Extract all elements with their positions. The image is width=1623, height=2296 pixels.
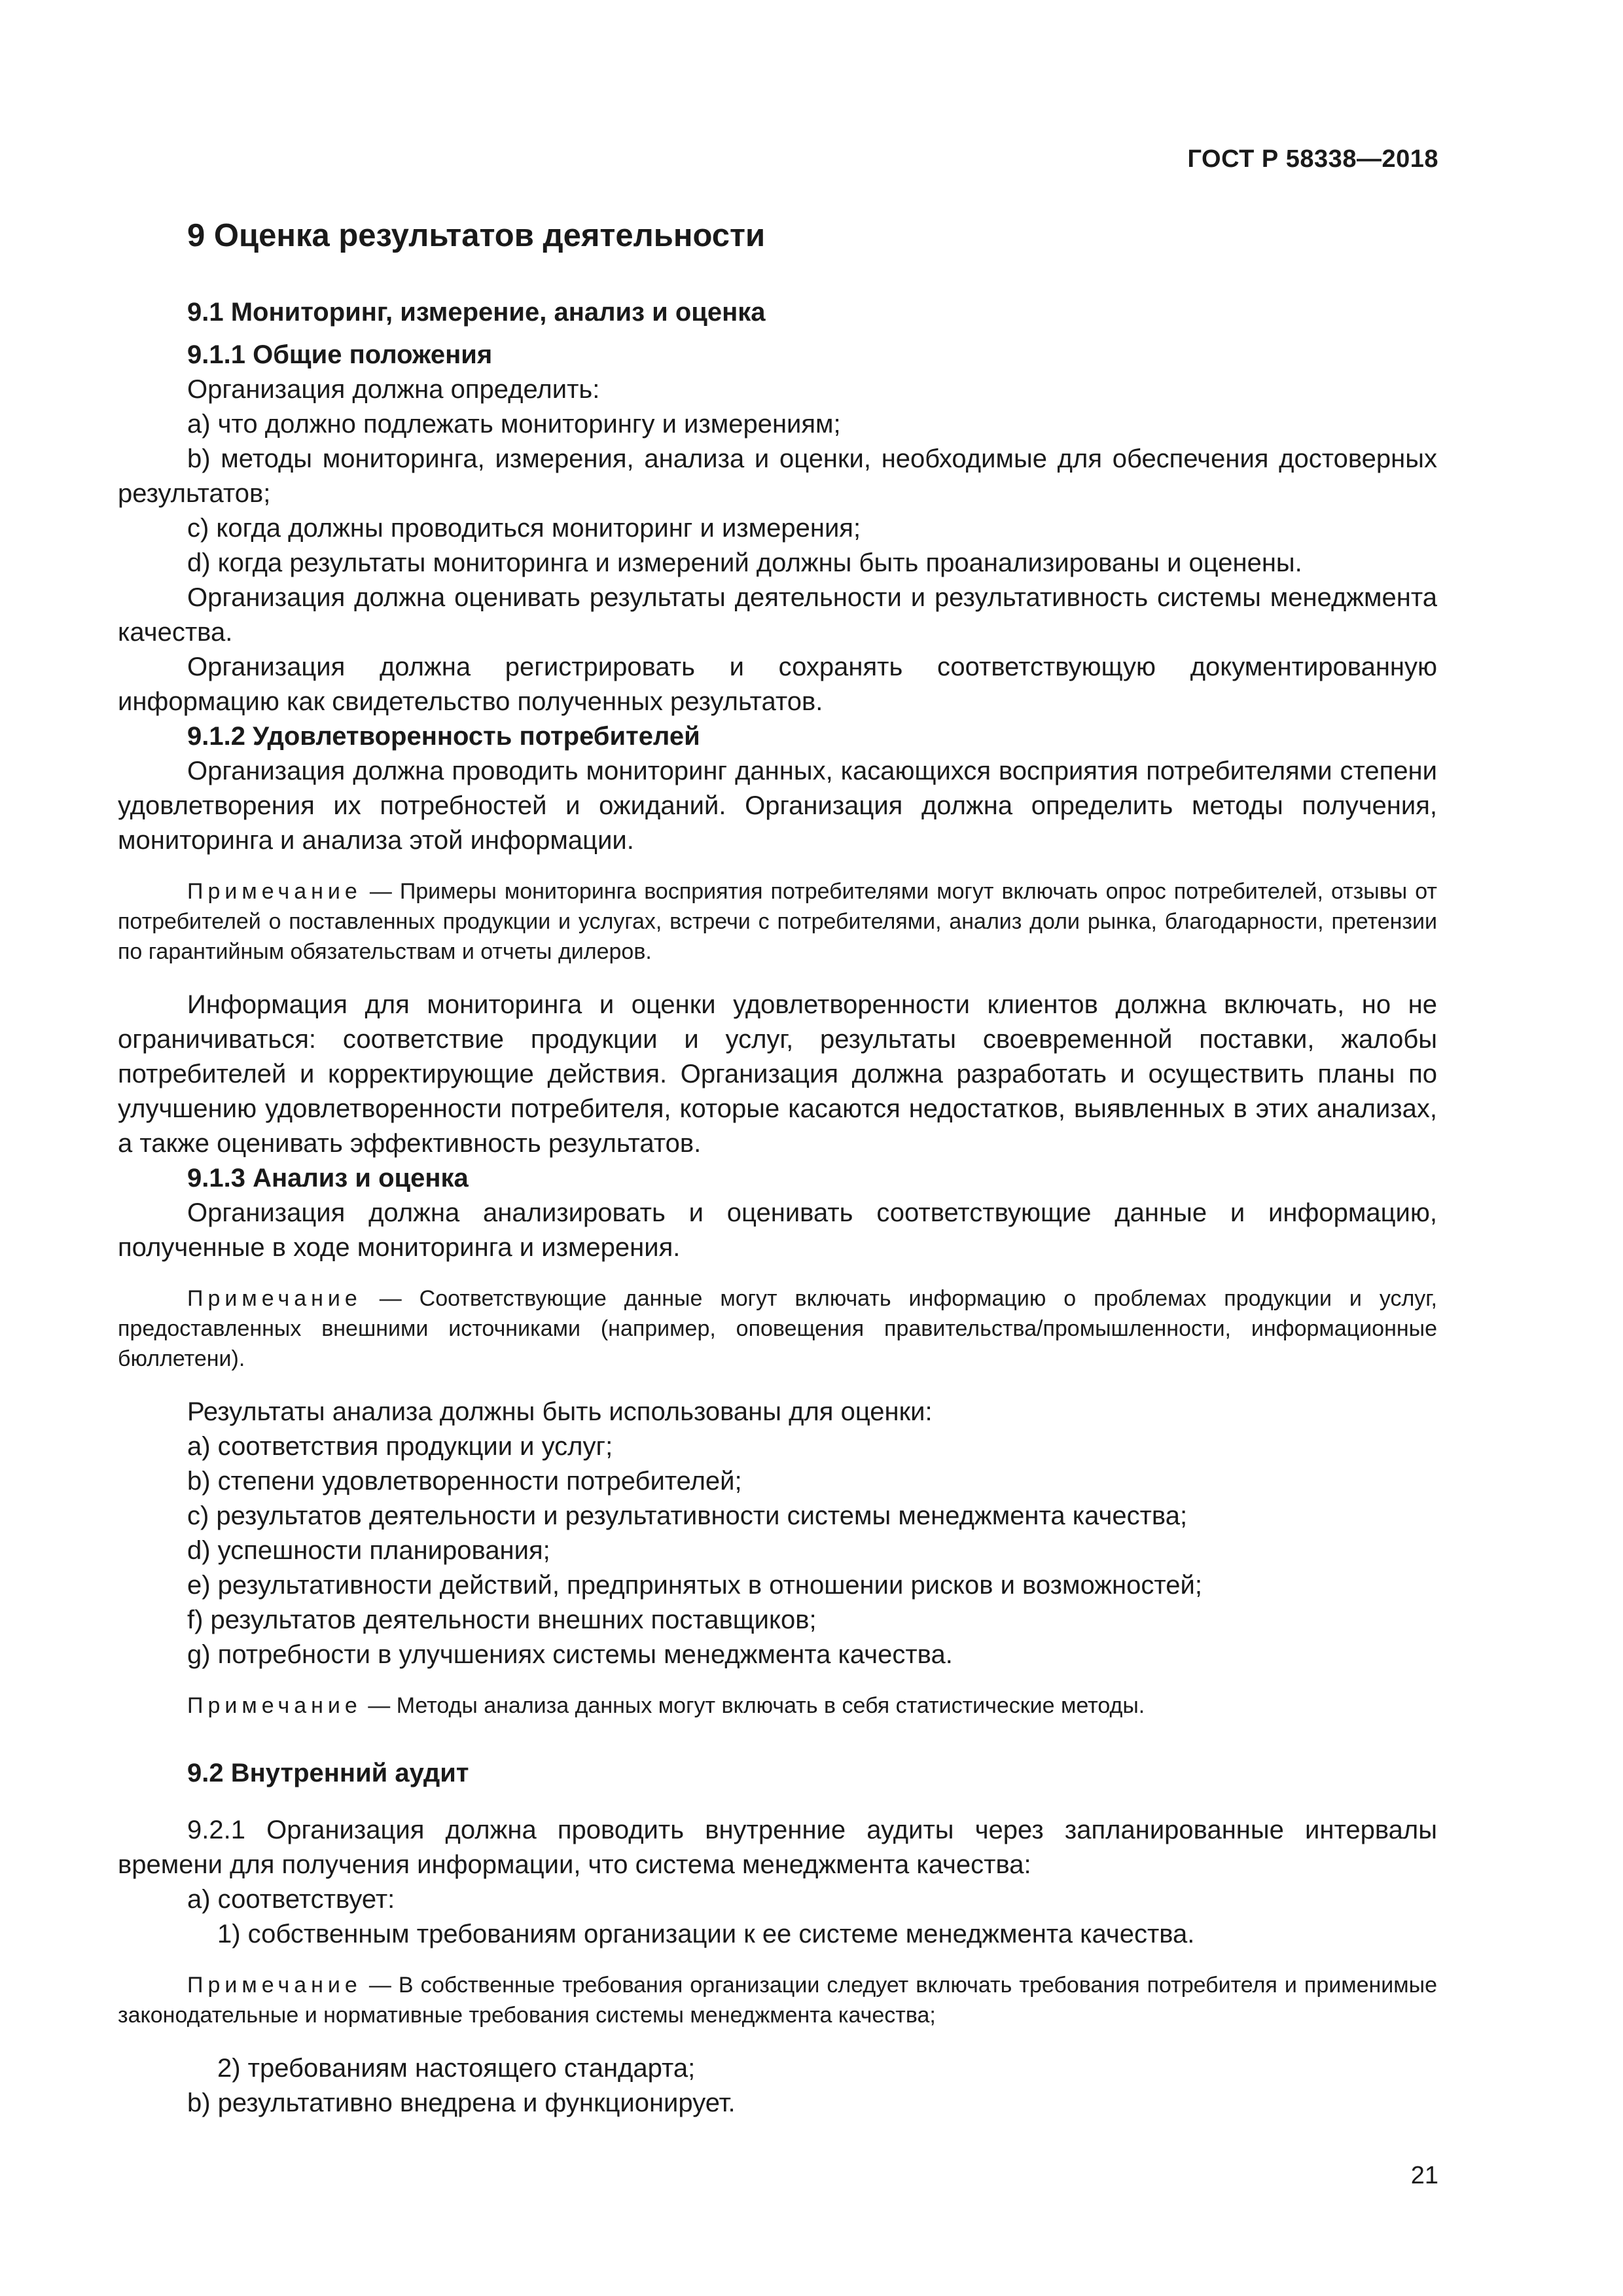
list-subitem: 1) собственным требованиям организации к ее системе менеджмента качества. bbox=[217, 1920, 1195, 1948]
note-label: Примечание bbox=[187, 879, 362, 904]
section-9-1-1-heading: 9.1.1 Общие положения bbox=[187, 340, 493, 369]
list-item: a) что должно подлежать мониторингу и измерениям; bbox=[187, 410, 841, 439]
paragraph: Организация должна проводить мониторинг данных, касающихся восприятия потребителями степени удовлетворения их потребностей и ожиданий. Организация должна определить методы получения, мониторинга и анализа этой информации. bbox=[118, 757, 1437, 855]
list-subitem: 2) требованиям настоящего стандарта; bbox=[217, 2054, 696, 2083]
note-text: — Методы анализа данных могут включать в себя статистические методы. bbox=[361, 1693, 1145, 1718]
section-9-2-heading: 9.2 Внутренний аудит bbox=[187, 1759, 469, 1787]
paragraph: Организация должна анализировать и оценивать соответствующие данные и информацию, полученные в ходе мониторинга и измерения. bbox=[118, 1198, 1437, 1262]
document-code-header: ГОСТ Р 58338—2018 bbox=[1187, 145, 1438, 173]
note bbox=[118, 876, 1437, 967]
paragraph: Организация должна определить: bbox=[187, 375, 600, 404]
paragraph: Организация должна оценивать результаты деятельности и результативность системы менеджмента качества. bbox=[118, 583, 1437, 647]
list-item: c) результатов деятельности и результативности системы менеджмента качества; bbox=[187, 1501, 1188, 1530]
list-item: g) потребности в улучшениях системы менеджмента качества. bbox=[187, 1640, 953, 1669]
list-item: b) степени удовлетворенности потребителей; bbox=[187, 1467, 742, 1496]
list-item: f) результатов деятельности внешних поставщиков; bbox=[187, 1605, 817, 1634]
paragraph: 9.2.1 Организация должна проводить внутренние аудиты через запланированные интервалы времени для получения информации, что система менеджмента качества: bbox=[118, 1816, 1437, 1879]
list-item: b) методы мониторинга, измерения, анализа и оценки, необходимые для обеспечения достоверных результатов; bbox=[118, 444, 1437, 508]
section-9-heading: 9 Оценка результатов деятельности bbox=[187, 218, 766, 253]
note bbox=[118, 1691, 1437, 1721]
note-label: Примечание bbox=[187, 1286, 362, 1311]
list-item: c) когда должны проводиться мониторинг и измерения; bbox=[187, 514, 861, 543]
paragraph: Результаты анализа должны быть использованы для оценки: bbox=[187, 1397, 933, 1426]
note-text: — Соответствующие данные могут включать информацию о проблемах продукции и услуг, предоставленных внешними источниками (например, оповещения правительства/промышленности, информационные бюллетени). bbox=[118, 1286, 1437, 1371]
list-item: a) соответствует: bbox=[187, 1885, 395, 1914]
section-9-1-heading: 9.1 Мониторинг, измерение, анализ и оценка bbox=[187, 298, 766, 327]
list-item: a) соответствия продукции и услуг; bbox=[187, 1432, 613, 1461]
document-body bbox=[118, 216, 1437, 2121]
note-text: — В собственные требования организации следует включать требования потребителя и применимые законодательные и нормативные требования системы менеджмента качества; bbox=[118, 1973, 1437, 2028]
list-item: d) успешности планирования; bbox=[187, 1536, 550, 1565]
section-9-1-2-heading: 9.1.2 Удовлетворенность потребителей bbox=[187, 722, 700, 751]
note bbox=[118, 1970, 1437, 2030]
section-9-1-3-heading: 9.1.3 Анализ и оценка bbox=[187, 1164, 469, 1193]
page-number: 21 bbox=[1410, 2162, 1438, 2189]
note-text: — Примеры мониторинга восприятия потребителями могут включать опрос потребителей, отзывы от потребителей о поставленных продукции и услугах, встречи с потребителями, анализ доли рынка, благодарности, претензии по гарантийным обязательствам и отчеты дилеров. bbox=[118, 879, 1437, 964]
paragraph: Организация должна регистрировать и сохранять соответствующую документированную информацию как свидетельство полученных результатов. bbox=[118, 653, 1437, 716]
note-label: Примечание bbox=[187, 1693, 362, 1718]
list-item: b) результативно внедрена и функционирует. bbox=[187, 2089, 736, 2117]
list-item: d) когда результаты мониторинга и измерений должны быть проанализированы и оценены. bbox=[187, 548, 1302, 577]
note-label: Примечание bbox=[187, 1973, 362, 1998]
paragraph: Информация для мониторинга и оценки удовлетворенности клиентов должна включать, но не ограничиваться: соответствие продукции и услуг, результаты своевременной поставки, жалобы потребителей и корректирующие действия. Организация должна разработать и осуществить планы по улучшению удовлетворенности потребителя, которые касаются недостатков, выявленных в этих анализах, а также оценивать эффективность результатов. bbox=[118, 990, 1437, 1158]
list-item: e) результативности действий, предпринятых в отношении рисков и возможностей; bbox=[187, 1571, 1202, 1600]
note bbox=[118, 1283, 1437, 1374]
